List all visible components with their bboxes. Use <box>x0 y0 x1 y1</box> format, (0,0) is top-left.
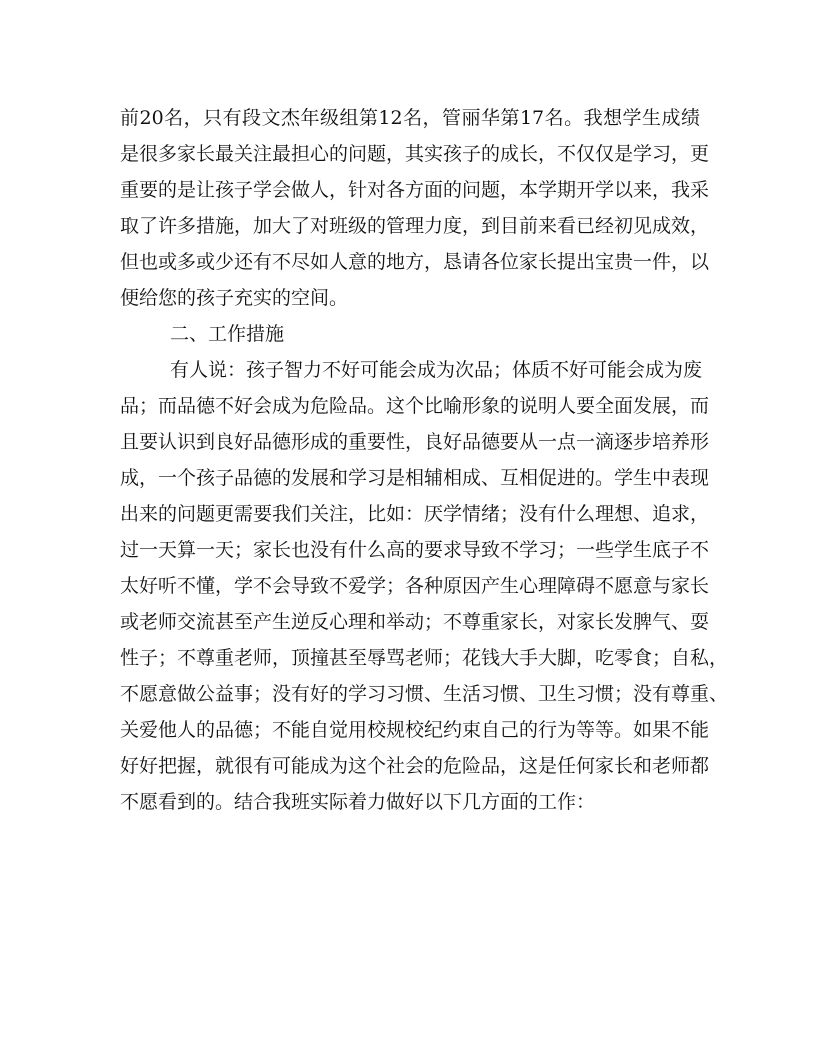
paragraph-2 <box>120 352 729 820</box>
paragraph-line: 取了许多措施，加大了对班级的管理力度，到目前来看已经初见成效， <box>120 215 710 237</box>
paragraph-1 <box>120 100 710 316</box>
paragraph-line: 或老师交流甚至产生逆反心理和举动；不尊重家长，对家长发脾气、耍 <box>120 611 710 633</box>
paragraph-line: 太好听不懂，学不会导致不爱学；各种原因产生心理障碍不愿意与家长 <box>120 575 710 597</box>
paragraph-line: 不愿看到的。结合我班实际着力做好以下几方面的工作： <box>120 791 596 813</box>
paragraph-line: 不愿意做公益事；没有好的学习习惯、生活习惯、卫生习惯；没有尊重、 <box>120 683 729 705</box>
paragraph-line: 是很多家长最关注最担心的问题，其实孩子的成长，不仅仅是学习，更 <box>120 143 710 165</box>
paragraph-line: 性子；不尊重老师，顶撞甚至辱骂老师；花钱大手大脚，吃零食；自私， <box>120 647 729 669</box>
paragraph-line: 但也或多或少还有不尽如人意的地方，恳请各位家长提出宝贵一件，以 <box>120 251 710 273</box>
paragraph-line: 好好把握，就很有可能成为这个社会的危险品，这是任何家长和老师都 <box>120 755 710 777</box>
paragraph-line: 关爱他人的品德；不能自觉用校规校纪约束自己的行为等等。如果不能 <box>120 719 710 741</box>
paragraph-line: 前20名，只有段文杰年级组第12名，管丽华第17名。我想学生成绩 <box>120 107 700 129</box>
paragraph-line: 出来的问题更需要我们关注，比如：厌学情绪；没有什么理想、追求， <box>120 503 710 525</box>
paragraph-line: 成，一个孩子品德的发展和学习是相辅相成、互相促进的。学生中表现 <box>120 467 710 489</box>
document-body <box>120 100 729 820</box>
paragraph-line: 过一天算一天；家长也没有什么高的要求导致不学习；一些学生底子不 <box>120 539 710 561</box>
paragraph-line: 有人说：孩子智力不好可能会成为次品；体质不好可能会成为废 <box>170 359 703 381</box>
paragraph-line: 便给您的孩子充实的空间。 <box>120 287 349 309</box>
section-heading: 二、工作措施 <box>170 323 285 345</box>
paragraph-line: 品；而品德不好会成为危险品。这个比喻形象的说明人要全面发展，而 <box>120 395 710 417</box>
paragraph-line: 重要的是让孩子学会做人，针对各方面的问题，本学期开学以来，我采 <box>120 179 710 201</box>
paragraph-line: 且要认识到良好品德形成的重要性，良好品德要从一点一滴逐步培养形 <box>120 431 710 453</box>
